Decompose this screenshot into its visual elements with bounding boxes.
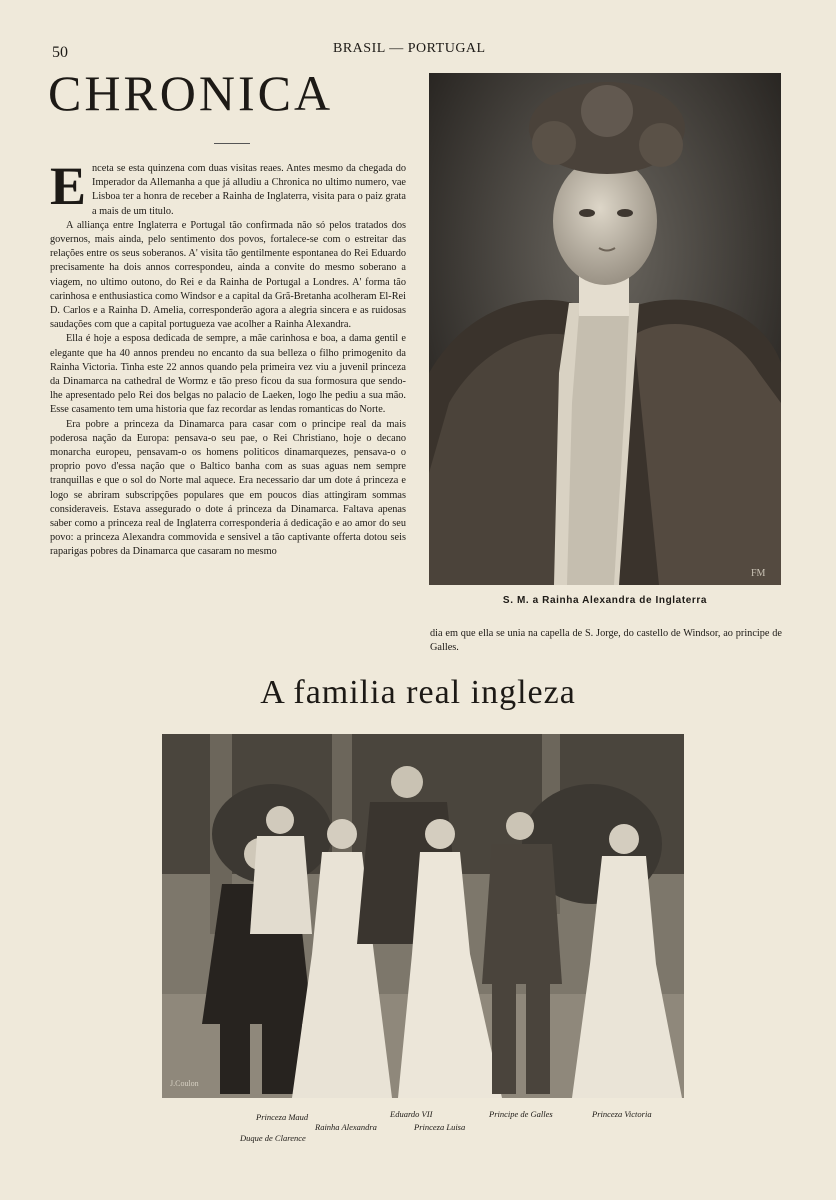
caption-princeza-maud: Princeza Maud: [256, 1112, 309, 1122]
portrait-caption: S. M. a Rainha Alexandra de Inglaterra: [502, 595, 708, 606]
caption-principe-de-galles: Principe de Galles: [489, 1109, 553, 1119]
article-body: [50, 156, 406, 560]
running-head: BRASIL — PORTUGAL: [333, 41, 486, 56]
caption-princeza-luisa: Princeza Luisa: [414, 1122, 466, 1132]
photo-signature: J.Coulon: [170, 1079, 199, 1088]
article-continuation: [430, 627, 782, 655]
hair-curl: [639, 123, 683, 167]
title-rule: [214, 143, 250, 144]
article-paragraph: Era pobre a princeza da Dinamarca para casar com o principe real da mais poderosa nação da Europa: pensava-o seu pae, o Rei Christiano, hoje o decano monarcha europeu, pensavam-o os homens politicos dinamarquezes, pensava-o o proprio povo d'essa nação que o Baltico banha com as suas aguas nem sempre tranquillas e que o sol do Norte mal aquece. Era necessario dar um dote á princeza e logo se abriram subscripções populares que em poucos dias attingiram sommas consideraveis. Estava assegurado o dote á princeza da Dinamarca. Faltava apenas saber como a princeza real de Inglaterra corresponderia á dedicação e ao amor do seu povo: a princeza Alexandra commovida e sensivel a tão captivante offerta dotou seis raparigas pobres da Dinamarca que casaram no mesmo: [50, 418, 406, 558]
royal-family-photo: [162, 734, 684, 1098]
portrait-illustration: [429, 73, 781, 585]
article-paragraph: [50, 156, 406, 219]
right-eye: [617, 209, 633, 217]
caption-rainha-alexandra: Rainha Alexandra: [315, 1122, 377, 1132]
article-paragraph: Ella é hoje a esposa dedicada de sempre, a mãe carinhosa e boa, a dama gentil e elegante que ha 40 annos prendeu no encanto da sua belleza o filho primogenito da Rainha Victoria. Tinha este 22 annos quando pela primeira vez viu a juvenil princeza da Dinamarca na cathedral de Wormz e tão preso ficou da sua formosura que sendo-lhe apresentado pelo Rei dos belgas no palacio de Laeken, logo lhe pediu a sua mão. Esse casamento tem uma historia que faz recordar as lendas romanticas do Norte.: [50, 333, 406, 416]
drop-cap: E: [50, 156, 87, 216]
paragraph-text: nceta se esta quinzena com duas visitas reaes. Antes mesmo da chegada do Imperador da Allemanha a que já alludiu a Chronica no ultimo numero, vae Lisboa ter a honra de receber a Rainha de Inglaterra, visita para o paiz grata a mais de um titulo.: [92, 163, 406, 217]
article-paragraph: A alliança entre Inglaterra e Portugal tão confirmada não só pelos tratados dos governos, mais ainda, pelo sentimento dos povos, fortalece-se com o estreitar das relações entre os seus soberanos. A' visita tão gentilmente espontanea do Rei Eduardo precisamente ha dois annos correspondeu, ainda a convite do mesmo soberano a viagem, no ultimo outono, do Rei e da Rainha de Portugal a Londres. A' forma tão carinhosa e enthusiastica como Windsor e a capital da Grã-Bretanha acolheram El-Rei D. Carlos e a Rainha D. Amelia, corresponderão agora a alegria sincera e as ruidosas saudações com que a capital portugueza vae acolher a Rainha Alexandra.: [50, 219, 406, 331]
section-title: A familia real ingleza: [260, 674, 576, 711]
hair-curl: [532, 121, 576, 165]
face: [553, 157, 657, 285]
article-title: CHRONICA: [48, 65, 334, 121]
queen-alexandra-portrait: [429, 73, 781, 585]
caption-princeza-victoria: Princeza Victoria: [592, 1109, 652, 1119]
caption-eduardo-vii: Eduardo VII: [390, 1109, 433, 1119]
hair-curl: [581, 85, 633, 137]
caption-duque-de-clarence: Duque de Clarence: [240, 1133, 306, 1143]
left-eye: [579, 209, 595, 217]
article-paragraph: dia em que ella se unia na capella de S. Jorge, do castello de Windsor, ao principe de Galles.: [430, 628, 782, 654]
group-photo-illustration: [162, 734, 684, 1098]
portrait-signature: FM: [751, 568, 766, 579]
page-number: 50: [52, 44, 68, 61]
